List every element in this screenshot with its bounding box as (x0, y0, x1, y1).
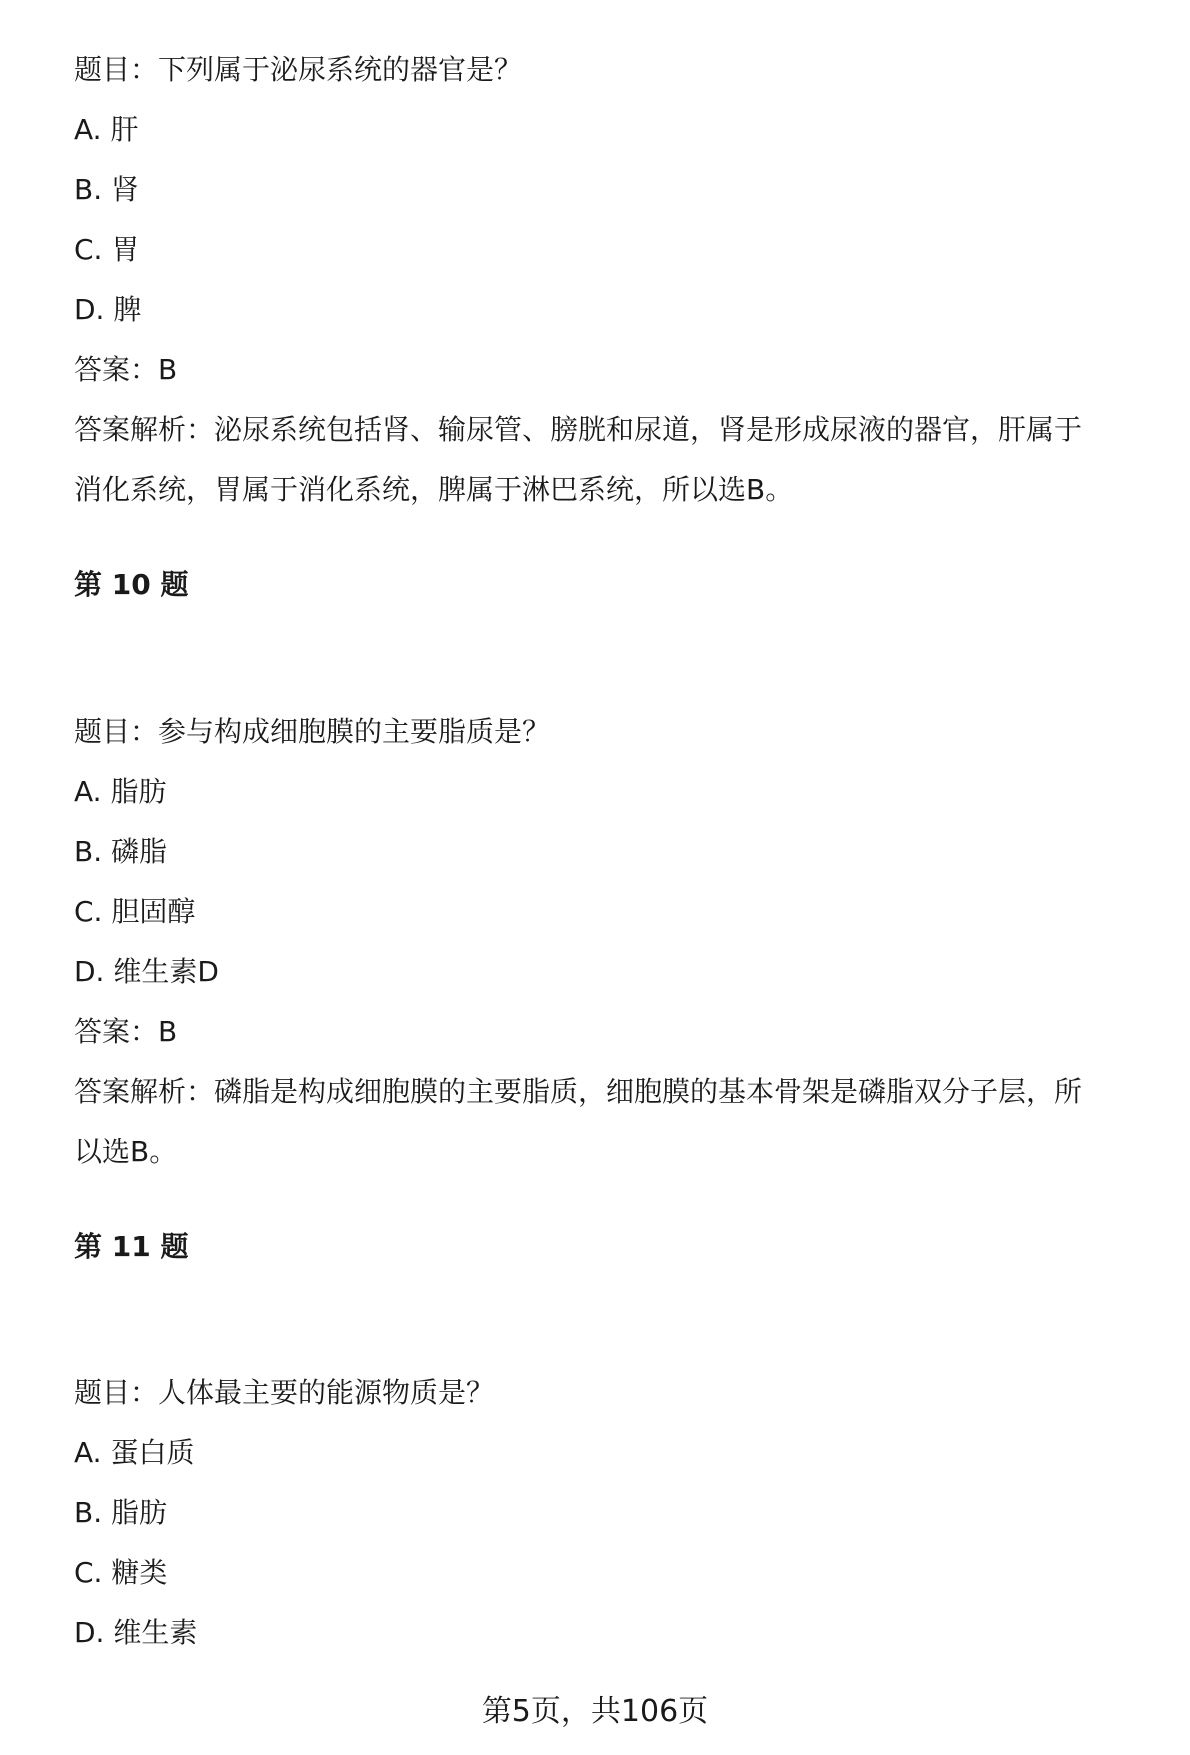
question-9-option-b: B. 肾 (74, 173, 140, 206)
question-9-option-c: C. 胃 (74, 233, 140, 266)
question-10-heading: 第 10 题 (74, 568, 189, 601)
question-10-explanation-line-2: 以选B。 (74, 1135, 178, 1168)
question-10-option-c: C. 胆固醇 (74, 895, 196, 928)
question-11-option-a: A. 蛋白质 (74, 1436, 195, 1469)
question-9-explanation-line-1: 答案解析：泌尿系统包括肾、输尿管、膀胱和尿道，肾是形成尿液的器官，肝属于 (74, 413, 1083, 446)
question-11-heading: 第 11 题 (74, 1230, 189, 1263)
question-9-explanation-line-2: 消化系统，胃属于消化系统，脾属于淋巴系统，所以选B。 (74, 473, 794, 506)
question-11-stem: 题目：人体最主要的能源物质是？ (74, 1376, 495, 1409)
question-10-option-d: D. 维生素D (74, 955, 219, 988)
question-10-explanation-line-1: 答案解析：磷脂是构成细胞膜的主要脂质，细胞膜的基本骨架是磷脂双分子层，所 (74, 1075, 1083, 1108)
question-10-answer: 答案：B (74, 1015, 178, 1048)
question-9-option-d: D. 脾 (74, 293, 142, 326)
question-11-option-b: B. 脂肪 (74, 1496, 168, 1529)
page-number-footer: 第5页，共106页 (481, 1694, 709, 1729)
question-10-stem: 题目：参与构成细胞膜的主要脂质是？ (74, 715, 551, 748)
question-10-option-b: B. 磷脂 (74, 835, 168, 868)
question-9-option-a: A. 肝 (74, 113, 139, 146)
question-11-option-c: C. 糖类 (74, 1556, 168, 1589)
question-10-option-a: A. 脂肪 (74, 775, 167, 808)
question-11-option-d: D. 维生素 (74, 1616, 198, 1649)
question-9-stem: 题目：下列属于泌尿系统的器官是？ (74, 53, 523, 86)
question-9-answer: 答案：B (74, 353, 178, 386)
